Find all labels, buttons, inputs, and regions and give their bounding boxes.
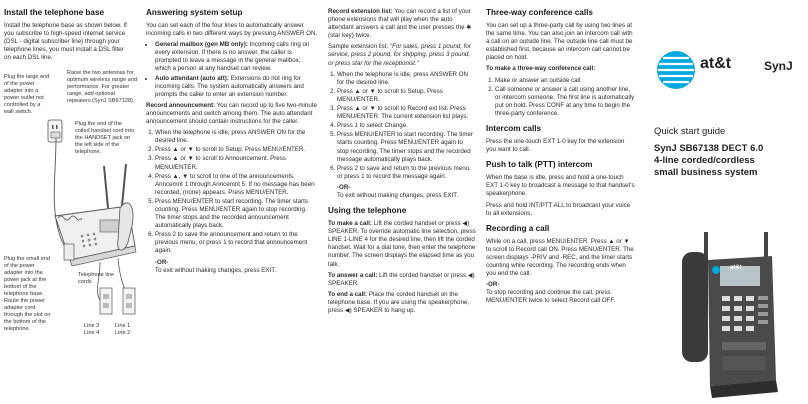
- list-item: 6. Press 2 to save the announcement and return to the previous menu, or press 1 to record that announcement again.: [155, 231, 318, 255]
- cover-panel: [648, 0, 804, 404]
- mode-list: [146, 41, 318, 99]
- quick-start-label: Quick start guide: [654, 126, 726, 137]
- label-line1: Line 1: [115, 323, 131, 329]
- install-intro: Install the telephone base as shown below. If you subscribe to high-speed internet service (DSL - digital subscriber line) through your telephone lines, you must install a DSL filter on each DSL line.: [4, 22, 127, 62]
- recording-title: Recording a call: [486, 223, 550, 233]
- announcement-steps: [146, 129, 318, 255]
- record-ext-list: Record extension list: You can record a list of your phone extensions that will play when the auto attendant answers a call and the user presses the ✱ (star key) twice.: [328, 8, 472, 40]
- answering-column: [146, 8, 318, 278]
- callout-line-cords: Telephone line cords: [78, 272, 115, 285]
- callout-plug-large: Plug the large end of the power adapter into a power outlet not controlled by a wall switch.: [4, 74, 50, 115]
- list-item: 2. Press ▲ or ▼ to scroll to Setup. Press MENU/ENTER.: [337, 88, 476, 104]
- att-globe-icon: [656, 50, 696, 90]
- callout-small-end: Plug the small end of the power adapter into the power jack at the bottom of the telephone base. Route the power adapter cord through the slot on the bottom of the telephone.: [4, 256, 51, 332]
- phone-att-logo: at&t: [730, 265, 742, 271]
- conference-title: Three-way conference calls: [486, 8, 593, 17]
- list-item: • Auto attendant (auto att): Extensions do not ring for incoming calls. The system automatically answers and prompts the caller to enter an extension number.: [155, 75, 318, 99]
- installation-drawing: [0, 96, 140, 356]
- callout-coiled-cord: Plug the end of the coiled handset cord into the HANDSET jack on the left side of the telephone.: [75, 121, 135, 155]
- callout-antennas: Raise the two antennas for optimum wireless range and performance. For greater range, add optional repeaters (SynJ SB67128).: [67, 70, 137, 104]
- list-item: 1. When the telephone is idle, press ANSWER ON for the desired line.: [155, 129, 318, 145]
- answering-intro: You can set each of the four lines to automatically answer incoming calls in two different ways by pressing ANSWER ON.: [146, 22, 318, 38]
- ptt-text-2: Press and hold INT/PTT ALL to broadcast your voice to all extensions.: [486, 201, 631, 217]
- record-announcement: Record announcement: You can record up to five two-minute announcements and switch among them. The auto attendant announcement should contain instructions for the caller.: [146, 101, 317, 126]
- conference-text: You can set up a three-party call by using two lines at the same time. You can also join an intercom call with a call on an outside line. The outside line call must be established first, because an intercom call cannot be placed on hold.: [486, 22, 633, 62]
- list-item: 3. Press ▲ or ▼ to scroll to Announcement. Press MENU/ENTER.: [155, 155, 318, 171]
- list-item: 4. Press ▲, ▼ to scroll to one of the announcements, Anncemnt 1 through Anncemnt 5. If no message has been recorded, (none) appears. Press MENU/ENTER.: [155, 173, 318, 197]
- or-label: -OR-: [486, 281, 500, 289]
- conference-steps: [486, 77, 636, 118]
- make-call: To make a call: Lift the corded handset or press ◀) SPEAKER. To override automatic line selection, press LINE 1-LINE 4 for the desired line, then lift the corded handset. Wait for a dial tone, then enter the telephone number. The screen displays the elapsed time as you talk.: [328, 220, 476, 268]
- label-line4: Line 4: [84, 330, 100, 336]
- phone-product-image: [652, 230, 802, 400]
- intercom-text: Press the one-touch EXT 1-0 key for the extension you want to call.: [486, 138, 625, 154]
- list-item: 3. Press ▲ or ▼ to scroll to Record ext list. Press MENU/ENTER. The current extension list plays.: [337, 105, 476, 121]
- list-item: 5. Press MENU/ENTER to start recording. The timer starts counting. Press MENU/ENTER again to stop recording. The timer stops and the recorded message automatically plays back.: [337, 131, 476, 163]
- list-item: 1. When the telephone is idle, press ANSWER ON for the desired line.: [337, 71, 476, 87]
- label-line3: Line 3: [84, 323, 100, 329]
- end-call: To end a call: Place the corded handset on the telephone base. If you are using the speakerphone, press ◀) SPEAKER to hang up.: [328, 290, 470, 314]
- calls-column: [486, 8, 636, 308]
- list-item: 2. Press ▲ or ▼ to scroll to Setup. Press MENU/ENTER.: [155, 146, 318, 154]
- list-item: 4. Press 1 to select Change.: [337, 122, 476, 130]
- model-title: SynJ SB67138 DECT 6.0 4-line corded/cordless small business system: [654, 143, 764, 178]
- or-label: -OR-: [337, 183, 351, 191]
- label-line2: Line 2: [115, 330, 131, 336]
- ext-steps: [328, 71, 476, 181]
- stop-recording-text: To stop recording and continue the call, press MENU/ENTER twice to select Record call OFF.: [486, 289, 616, 305]
- list-item: 6. Press 2 to save and return to the previous menu, or press 1 to record the message again.: [337, 165, 476, 181]
- install-title: Install the telephone base: [4, 8, 105, 17]
- using-title: Using the telephone: [328, 206, 407, 216]
- answering-title: Answering system setup: [146, 8, 243, 17]
- synj-brand: SynJ: [764, 59, 793, 73]
- extension-column: [328, 8, 476, 318]
- exit-text: To exit without making changes, press EXIT.: [337, 191, 459, 199]
- sample-ext-list: Sample extension list: "For sales, press 1 pound, for service, press 2 pound, for shipping, press 3 pound, or press star for the receptionist.": [328, 43, 471, 67]
- ptt-text-1: When the base is idle, press and hold a one-touch EXT 1-0 key to broadcast a message to that handset's speakerphone.: [486, 174, 635, 198]
- install-column: [4, 8, 127, 65]
- ptt-title: Push to talk (PTT) intercom: [486, 160, 593, 170]
- intercom-title: Intercom calls: [486, 124, 542, 134]
- list-item: 1. Make or answer an outside call.: [495, 77, 636, 85]
- make-conference-title: To make a three-way conference call:: [486, 65, 596, 73]
- att-brand: at&t: [700, 55, 732, 72]
- answer-call: To answer a call: Lift the corded handset or press ◀) SPEAKER.: [328, 271, 475, 287]
- exit-text: To exit without making changes, press EXIT.: [155, 266, 277, 274]
- list-item: • General mailbox (gen MB only): Incoming calls ring on every extension. If there is no answer, the caller is prompted to leave a message in the general mailbox, which a person at any handset can review.: [155, 41, 318, 73]
- recording-text: While on a call, press MENU/ENTER. Press ▲ or ▼ to scroll to Record call ON. Press MENU/ENTER. The screen displays -PRIV and -REC, and the timer starts counting while recording. The recording ends when you end the call.: [486, 237, 634, 278]
- list-item: 5. Press MENU/ENTER to start recording. The timer starts counting. Press MENU/ENTER again to stop recording. The timer stops and the recorded announcement automatically plays back.: [155, 198, 318, 230]
- list-item: 2. Call someone or answer a call using another line, or intercom someone. The first line is automatically put on hold. Press CONF at any time to begin the three-party conference.: [495, 86, 636, 118]
- or-label: -OR-: [155, 258, 169, 266]
